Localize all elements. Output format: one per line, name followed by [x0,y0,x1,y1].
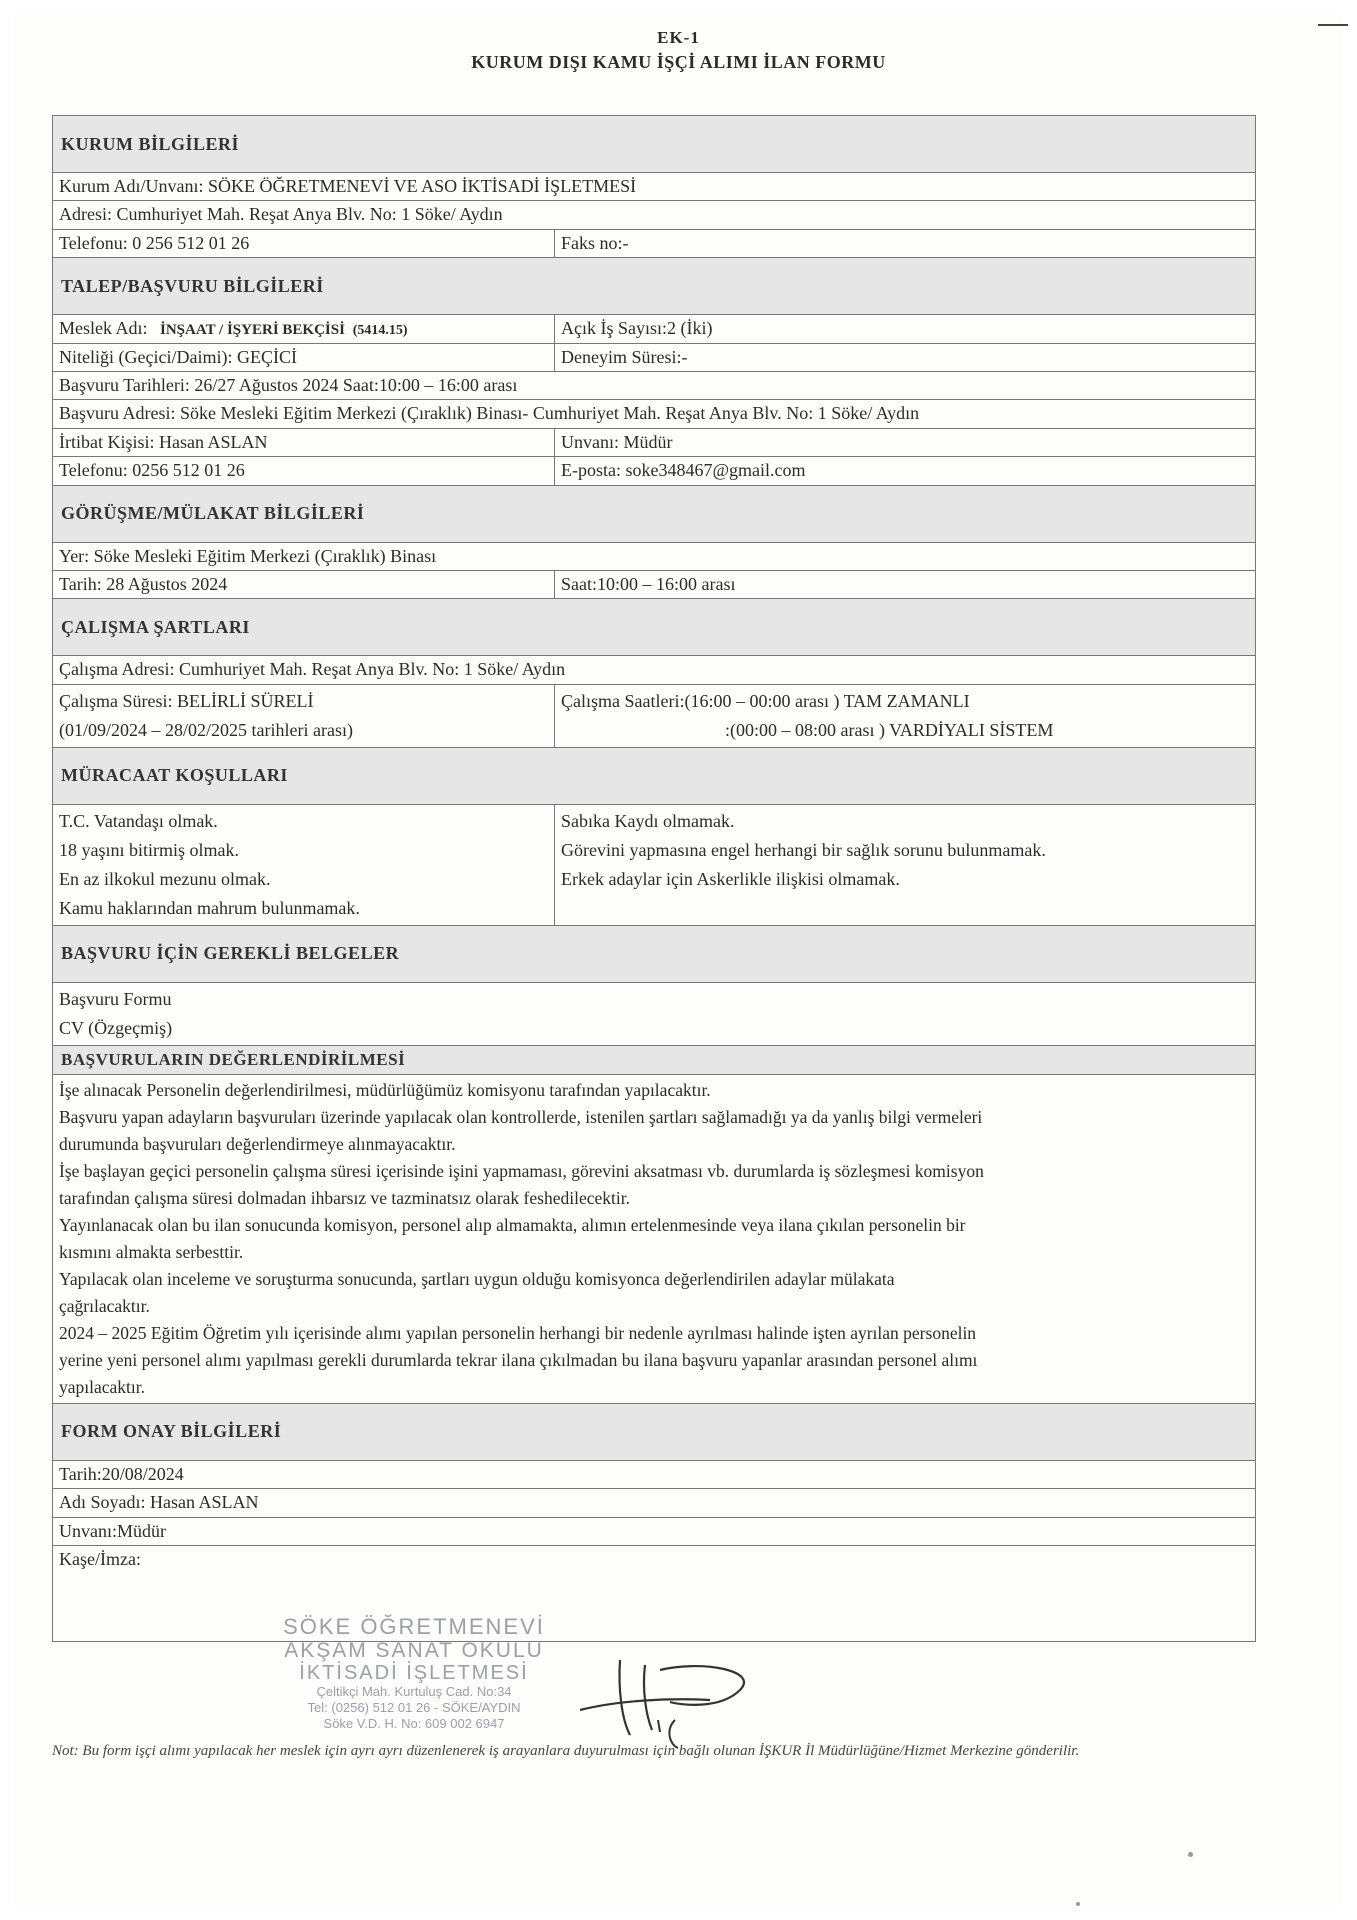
stamp-line: Tel: (0256) 512 01 26 - SÖKE/AYDIN [307,1700,521,1715]
section-belgeler: BAŞVURU İÇİN GEREKLİ BELGELER [52,925,1256,983]
document-item: Başvuru Formu [59,988,172,1009]
section-talep: TALEP/BAŞVURU BİLGİLERİ [52,257,1256,315]
irtibat-kisisi: İrtibat Kişisi: Hasan ASLAN [53,429,555,456]
row-irtibat [52,429,1256,457]
corner-mark [1318,24,1348,26]
row-onay-adi [52,1489,1256,1517]
calisma-suresi [53,685,555,747]
condition-item: Görevini yapmasına engel herhangi bir sağlık sorunu bulunmamak. [561,839,1046,860]
stamp-line: İKTİSADİ İŞLETMESİ [299,1662,529,1684]
row-onay-kase [52,1546,1256,1642]
degerlendirme-text [53,1075,1255,1403]
onay-unvan: Unvanı:Müdür [59,1520,166,1541]
row-gorusme-tarih [52,571,1256,599]
condition-item: Kamu haklarından mahrum bulunmamak. [59,897,360,918]
evaluation-line: 2024 – 2025 Eğitim Öğretim yılı içerisinde alımı yapılan personelin herhangi bir nedenle ayrılması halinde işten ayrılan personelin [59,1322,977,1343]
stamp-line: AKŞAM SANAT OKULU [284,1639,544,1662]
form-title: KURUM DIŞI KAMU İŞÇİ ALIMI İLAN FORMU [471,52,886,72]
row-calisma-adres [52,656,1256,684]
official-stamp [244,1614,584,1732]
section-kurum: KURUM BİLGİLERİ [52,115,1256,173]
meslek-label: Meslek Adı: [59,318,148,339]
stamp-line: Söke V.D. H. No: 609 002 6947 [323,1716,505,1731]
evaluation-line: Yayınlanacak olan bu ilan sonucunda komisyon, personel alıp almamakta, alımın ertelenmesinde veya ilana çıkılan personelin bir [59,1214,966,1235]
onay-tarih: Tarih:20/08/2024 [59,1463,184,1484]
row-muracaat [52,805,1256,926]
evaluation-line: çağrılacaktır. [59,1295,150,1316]
stamp-line: SÖKE ÖĞRETMENEVİ [283,1614,545,1639]
document-item: CV (Özgeçmiş) [59,1017,173,1038]
condition-item: Sabıka Kaydı olmamak. [561,810,735,831]
row-kurum-adi [52,173,1256,201]
kurum-adres: Adresi: Cumhuriyet Mah. Reşat Anya Blv. No: 1 Söke/ Aydın [59,204,503,225]
belgeler-list [53,983,1255,1045]
onay-kase: Kaşe/İmza: [59,1548,141,1569]
row-basvuru-tarihleri [52,372,1256,400]
gorusme-yer: Yer: Söke Mesleki Eğitim Merkezi (Çıraklık) Binası [59,545,437,566]
row-niteligi [52,344,1256,372]
muracaat-left [53,805,555,925]
section-onay: FORM ONAY BİLGİLERİ [52,1403,1256,1461]
deneyim-suresi: Deneyim Süresi:- [561,346,688,367]
kurum-telefon: Telefonu: 0 256 512 01 26 [53,230,555,257]
condition-item: En az ilkokul mezunu olmak. [59,868,271,889]
row-talep-telefon [52,457,1256,485]
evaluation-line: kısmını almakta serbesttir. [59,1241,244,1262]
section-muracaat: MÜRACAAT KOŞULLARI [52,747,1256,805]
section-calisma: ÇALIŞMA ŞARTLARI [52,598,1256,656]
scan-speck [1076,1902,1080,1906]
calisma-saatleri-line: :(00:00 – 08:00 arası ) VARDİYALI SİSTEM [725,719,1054,740]
kurum-adi: Kurum Adı/Unvanı: SÖKE ÖĞRETMENEVİ VE ASO İKTİSADİ İŞLETMESİ [59,176,637,196]
gorusme-saat: Saat:10:00 – 16:00 arası [561,574,736,595]
announcement-form [52,116,1256,1642]
condition-item: 18 yaşını bitirmiş olmak. [59,839,239,860]
evaluation-line: İşe alınacak Personelin değerlendirilmesi, müdürlüğümüz komisyonu tarafından yapılacaktır. [59,1079,711,1100]
document-header [0,28,1357,73]
meslek-adi [53,315,555,343]
talep-telefon: Telefonu: 0256 512 01 26 [53,457,555,484]
row-onay-tarih [52,1461,1256,1489]
onay-adi: Adı Soyadı: Hasan ASLAN [59,1492,259,1513]
row-calisma-sure [52,685,1256,748]
evaluation-line: durumunda başvuruları değerlendirmeye alınmayacaktır. [59,1133,456,1154]
meslek-code: (5414.15) [352,323,408,339]
stamp-line: Çeltikçi Mah. Kurtuluş Cad. No:34 [316,1684,512,1699]
section-gorusme: GÖRÜŞME/MÜLAKAT BİLGİLERİ [52,485,1256,543]
talep-eposta: E-posta: soke348467@gmail.com [561,460,806,481]
signature-icon [560,1640,780,1750]
row-belgeler [52,983,1256,1046]
evaluation-line: İşe başlayan geçici personelin çalışma süresi içerisinde işini yapmaması, görevini aksatması vb. durumlarda iş sözleşmesi komisyon [59,1160,984,1181]
row-gorusme-yer [52,543,1256,571]
condition-item: T.C. Vatandaşı olmak. [59,810,218,831]
calisma-saatleri [555,685,1255,747]
basvuru-adresi: Başvuru Adresi: Söke Mesleki Eğitim Merkezi (Çıraklık) Binası- Cumhuriyet Mah. Reşat Anya Blv. No: 1 Söke/ Aydın [59,403,920,424]
evaluation-line: yapılacaktır. [59,1376,146,1397]
meslek-value: İNŞAAT / İŞYERİ BEKÇİSİ [160,322,345,339]
calisma-adres: Çalışma Adresi: Cumhuriyet Mah. Reşat Anya Blv. No: 1 Söke/ Aydın [59,659,566,680]
row-meslek [52,315,1256,344]
section-degerlendirme: BAŞVURULARIN DEĞERLENDİRİLMESİ [52,1045,1256,1075]
evaluation-line: tarafından çalışma süresi dolmadan ihbarsız ve tazminatsız olarak feshedilecektir. [59,1187,630,1208]
calisma-suresi-line: (01/09/2024 – 28/02/2025 tarihleri arası) [59,719,353,740]
calisma-suresi-line: Çalışma Süresi: BELİRLİ SÜRELİ [59,690,314,711]
row-onay-unvan [52,1518,1256,1546]
scan-speck [1188,1852,1193,1857]
evaluation-line: yerine yeni personel alımı yapılması gerekli durumlarda tekrar ilana çıkılmadan bu ilana başvuru yapanlar arasından personel alımı [59,1349,978,1370]
row-kurum-telefon [52,230,1256,258]
irtibat-unvani: Unvanı: Müdür [561,431,673,452]
row-kurum-adres [52,201,1256,229]
footnote: Not: Bu form işçi alımı yapılacak her meslek için ayrı ayrı düzenlenerek iş arayanlara duyurulması için bağlı olunan İŞKUR İl Müdürlüğüne/Hizmet Merkezine gönderilir. [52,1743,1080,1759]
basvuru-tarihleri: Başvuru Tarihleri: 26/27 Ağustos 2024 Saat:10:00 – 16:00 arası [59,375,518,396]
acik-is-sayisi: Açık İş Sayısı:2 (İki) [561,318,713,339]
muracaat-right [555,805,1255,925]
condition-item: Erkek adaylar için Askerlikle ilişkisi olmamak. [561,868,900,889]
kurum-faks: Faks no:- [561,232,629,253]
evaluation-line: Yapılacak olan inceleme ve soruşturma sonucunda, şartları uygun olduğu komisyonca değerlendirilen adaylar mülakata [59,1268,895,1289]
row-basvuru-adresi [52,400,1256,428]
annex-label: EK-1 [657,28,700,47]
gorusme-tarih: Tarih: 28 Ağustos 2024 [53,571,555,598]
calisma-saatleri-line: Çalışma Saatleri:(16:00 – 00:00 arası ) TAM ZAMANLI [561,690,970,711]
niteligi: Niteliği (Geçici/Daimi): GEÇİCİ [53,344,555,371]
row-degerlendirme [52,1075,1256,1404]
evaluation-line: Başvuru yapan adayların başvuruları üzerinde yapılacak olan kontrollerde, istenilen şartları sağlamadığı ya da yanlış bilgi vermeleri [59,1106,983,1127]
